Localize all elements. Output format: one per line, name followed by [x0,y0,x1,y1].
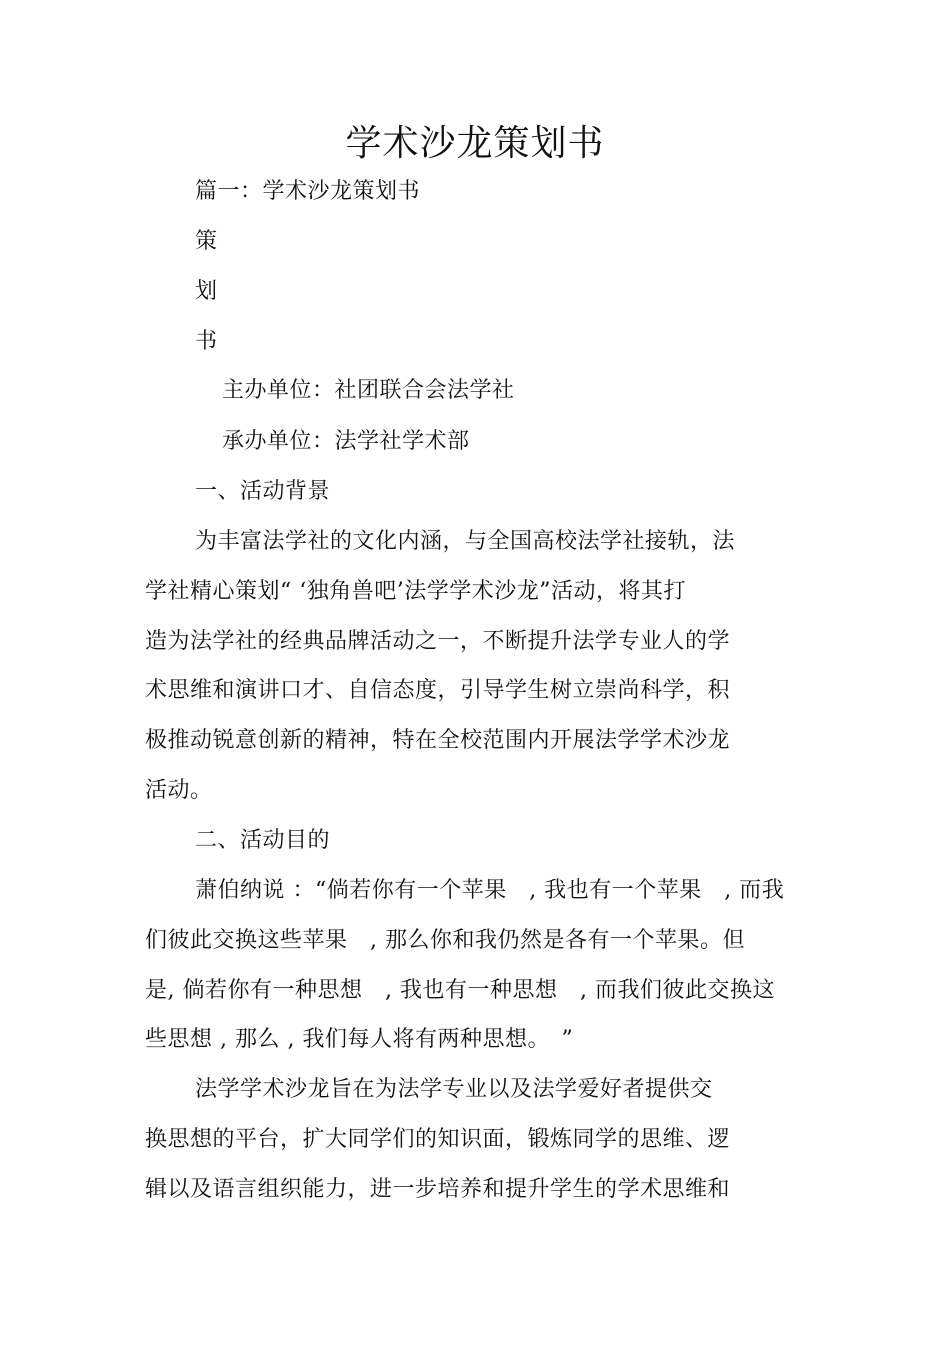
cover-char-3: 书 [195,329,218,354]
cover-char-1: 策 [195,229,218,254]
paragraph-line: 辑以及语言组织能力，进一步培养和提升学生的学术思维和 [145,1177,731,1202]
organizer-line: 主办单位：社团联合会法学社 [222,378,515,403]
paragraph-line: 活动。 [145,778,213,803]
chapter-heading: 篇一：学术沙龙策划书 [195,179,421,204]
quote-line: 萧伯纳说 ：“倘若你有一个苹果 , 我也有一个苹果 , 而我 [195,878,785,903]
paragraph-line: 为丰富法学社的文化内涵，与全国高校法学社接轨，法 [195,529,736,554]
quote-line: 是, 倘若你有一种思想 , 我也有一种思想 , 而我们彼此交换这 [145,978,775,1003]
paragraph-line: 极推动锐意创新的精神，特在全校范围内开展法学学术沙龙 [145,728,731,753]
paragraph-line: 学社精心策划“ ‘独角兽吧’法学学术沙龙”活动，将其打 [145,579,686,604]
section2-heading: 二、活动目的 [195,828,331,853]
paragraph-line: 换思想的平台，扩大同学们的知识面，锻炼同学的思维、逻 [145,1127,731,1152]
paragraph-line: 法学学术沙龙旨在为法学专业以及法学爱好者提供交 [195,1077,713,1102]
quote-line: 们彼此交换这些苹果 , 那么你和我仍然是各有一个苹果。但 [145,928,745,953]
cover-char-2: 划 [195,279,218,304]
undertaker-line: 承办单位：法学社学术部 [222,429,470,454]
document-title: 学术沙龙策划书 [345,123,605,164]
section1-heading: 一、活动背景 [195,479,331,504]
paragraph-line: 造为法学社的经典品牌活动之一，不断提升法学专业人的学 [145,629,731,654]
paragraph-line: 术思维和演讲口才、自信态度，引导学生树立崇尚科学，积 [145,678,731,703]
quote-line: 些思想 , 那么 , 我们每人将有两种思想。 ” [145,1027,574,1052]
